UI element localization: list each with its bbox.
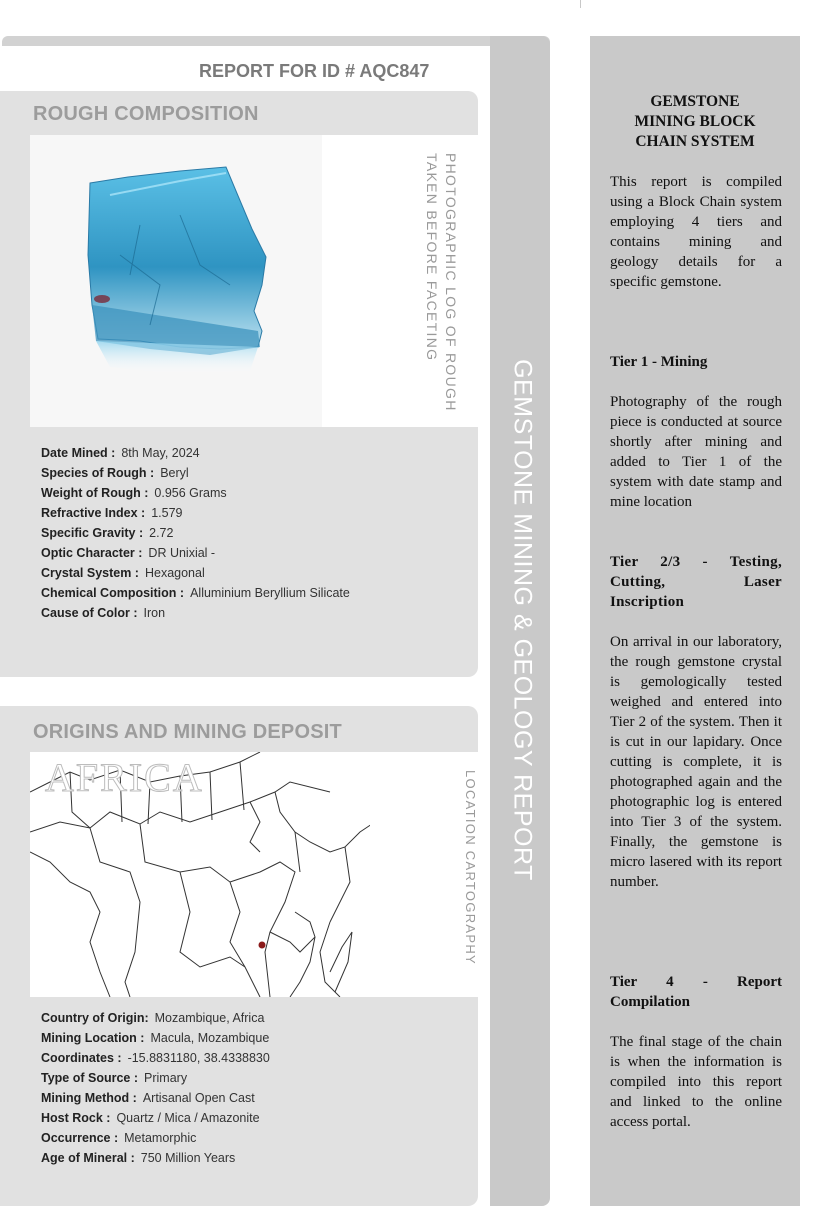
rough-photo [30,135,478,427]
gem-crystal-image [30,135,322,427]
map-label: LOCATION CARTOGRAPHY [463,770,478,966]
tier4-heading: Tier 4 - Report Compilation [610,974,782,1010]
photo-label-line2: TAKEN BEFORE FACETING [424,153,440,362]
rough-fields [41,443,350,623]
field-mining-location: Mining Location : Macula, Mozambique [41,1031,270,1045]
field-country: Country of Origin: Mozambique, Africa [41,1011,265,1025]
tier1-heading: Tier 1 - Mining [610,354,708,370]
sidebar-intro: This report is compiled using a Block Chain system employing 4 tiers and contains mining and geology details for a specific gemstone. [610,174,782,290]
origins-fields [41,1008,270,1168]
rough-composition-title: ROUGH COMPOSITION [33,103,259,125]
field-cause-of-color: Cause of Color : Iron [41,606,166,620]
rough-composition-panel [0,91,478,677]
field-coordinates: Coordinates : -15.8831180, 38.4338830 [41,1051,270,1065]
field-source-type: Type of Source : Primary [41,1071,188,1085]
spine-title-wrap [492,360,552,880]
tier4-text: The final stage of the chain is when the information is compiled into this report and linked to the online access portal. [610,1034,782,1130]
top-divider [580,0,581,8]
field-occurrence: Occurrence : Metamorphic [41,1131,197,1145]
spine-title: GEMSTONE MINING & GEOLOGY REPORT [508,359,537,881]
report-id: REPORT FOR ID # AQC847 [199,61,430,81]
mine-location-marker [259,942,266,949]
field-weight: Weight of Rough : 0.956 Grams [41,486,227,500]
field-host-rock: Host Rock : Quartz / Mica / Amazonite [41,1111,260,1125]
field-mining-method: Mining Method : Artisanal Open Cast [41,1091,255,1105]
field-refractive-index: Refractive Index : 1.579 [41,506,183,520]
blockchain-sidebar [590,36,800,1206]
field-date-mined: Date Mined : 8th May, 2024 [41,446,200,460]
tier23-text: On arrival in our laboratory, the rough gemstone crystal is gemologically tested weighed and entered into Tier 2 of the system. Then it is cut in our lapidary. Once cutting is complete, it is photographed again and the photographic log is entered into Tier 3 of the system. Finally, the gemstone is micro lasered with its report number. [610,634,782,890]
tier23-heading: Tier 2/3 - Testing, Cutting, Laser Inscription [610,554,782,610]
field-chemical-composition: Chemical Composition : Alluminium Beryllium Silicate [41,586,350,600]
field-optic-character: Optic Character : DR Unixial - [41,546,216,560]
tier1-text: Photography of the rough piece is conducted at source shortly after mining and added to Tier 1 of the system with date stamp and mine location [610,394,782,510]
field-specific-gravity: Specific Gravity : 2.72 [41,526,174,540]
field-crystal-system: Crystal System : Hexagonal [41,566,205,580]
field-species: Species of Rough : Beryl [41,466,189,480]
africa-map [30,752,478,997]
sidebar-title: GEMSTONE MINING BLOCK CHAIN SYSTEM [634,93,756,150]
photo-label-line1: PHOTOGRAPHIC LOG OF ROUGH [443,153,459,412]
origins-title: ORIGINS AND MINING DEPOSIT [33,721,342,743]
field-age-of-mineral: Age of Mineral : 750 Million Years [41,1151,236,1165]
origins-panel [0,706,478,1206]
map-watermark: AFRICA [45,755,204,800]
header-bar [2,36,550,46]
